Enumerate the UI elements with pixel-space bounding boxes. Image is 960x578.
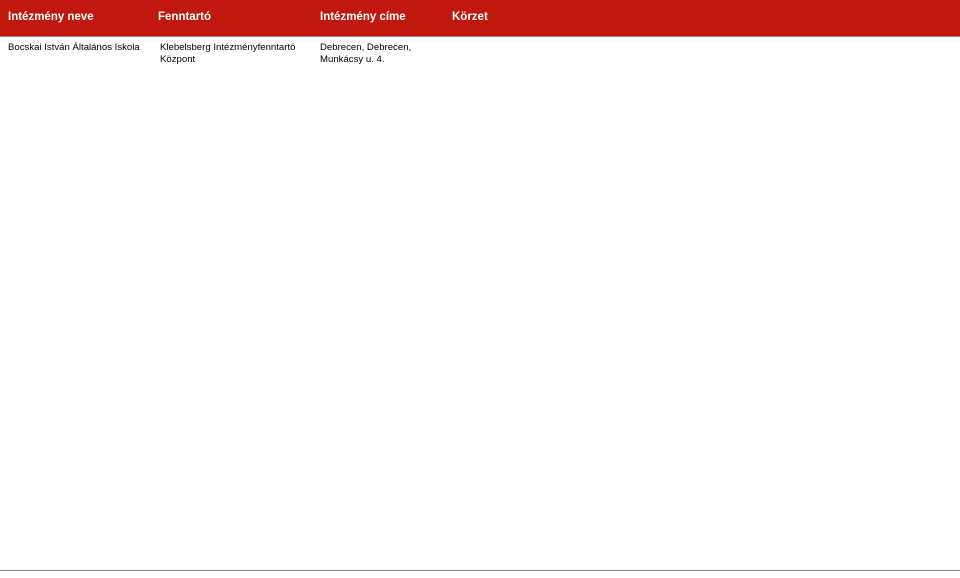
header-address: Intézmény címe xyxy=(320,11,406,23)
institution-name-cell: Bocskai István Általános Iskola xyxy=(8,42,140,53)
header-district: Körzet xyxy=(452,11,488,23)
table-header xyxy=(0,0,960,36)
address-cell: Debrecen, Debrecen, Munkácsy u. 4. xyxy=(320,42,412,66)
row-divider xyxy=(0,570,960,571)
header-institution-name: Intézmény neve xyxy=(8,11,94,23)
owner-cell: Klebelsberg Intézményfenntartó Központ xyxy=(160,42,296,66)
header-owner: Fenntartó xyxy=(158,11,212,23)
header-divider xyxy=(0,36,960,37)
